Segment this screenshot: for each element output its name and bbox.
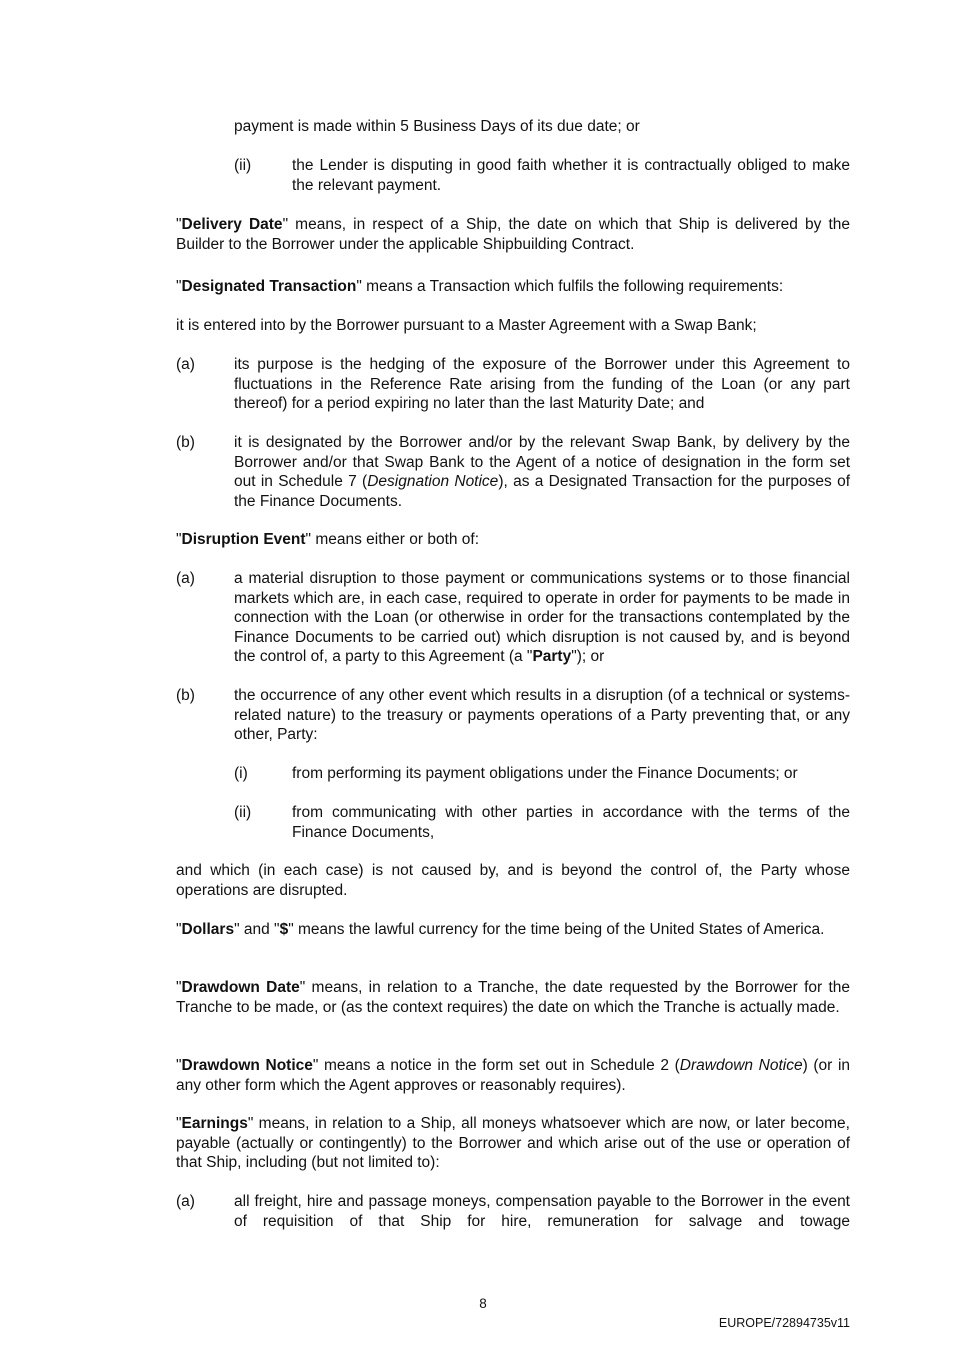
disruption-event-item-b <box>176 686 850 745</box>
item-text: from performing its payment obligations under the Finance Documents; or <box>292 765 798 782</box>
defined-term: Dollars <box>181 921 235 938</box>
item-label: (ii) <box>234 804 252 821</box>
item-label: (b) <box>176 687 195 704</box>
disruption-event-item-a <box>176 569 850 667</box>
defined-term: Drawdown Notice <box>181 1057 313 1074</box>
continuation-item-ii <box>234 156 850 195</box>
definition-drawdown-date: "Drawdown Date" means, in relation to a Tranche, the date requested by the Borrower for the Tranche to be made, or (as the context requires) the date on which the Tranche is actually made. <box>176 979 850 1016</box>
item-text: its purpose is the hedging of the exposure of the Borrower under this Agreement to fluctuations in the Reference Rate arising from the funding of the Loan (or any part thereof) for a period expiring no later than the last Maturity Date; and <box>234 356 850 413</box>
earnings-item-a <box>176 1192 850 1231</box>
item-label: (b) <box>176 434 195 451</box>
definition-disruption-event: "Disruption Event" means either or both of: <box>176 531 480 548</box>
definition-text: " means either or both of: <box>305 531 480 548</box>
defined-term: Drawdown Date <box>181 979 300 996</box>
item-label: (i) <box>234 765 248 782</box>
item-label: (a) <box>176 570 195 587</box>
item-label: (a) <box>176 1193 195 1210</box>
designated-transaction-item-b <box>176 433 850 511</box>
document-reference: EUROPE/72894735v11 <box>718 1316 850 1330</box>
defined-term: Disruption Event <box>181 531 306 548</box>
item-text: it is designated by the Borrower and/or by the relevant Swap Bank, by delivery by the Borrower and/or that Swap Bank to the Agent of a notice of designation in the form set out in Schedule 7 (Designation Notice), as a Designated Transaction for the purposes of the Finance Documents. <box>234 434 850 510</box>
definition-dollars: "Dollars" and "$" means the lawful currency for the time being of the United States of America. <box>176 921 825 938</box>
disruption-event-item-b-ii <box>234 803 850 842</box>
definition-text: " means the lawful currency for the time being of the United States of America. <box>288 921 825 938</box>
page-number: 8 <box>479 1296 487 1311</box>
disruption-event-closing: and which (in each case) is not caused by, and is beyond the control of, the Party whose operations are disrupted. <box>176 862 850 899</box>
item-text: from communicating with other parties in accordance with the terms of the Finance Documents, <box>292 804 850 841</box>
definition-designated-transaction: "Designated Transaction" means a Transaction which fulfils the following requirements: <box>176 278 784 295</box>
definition-delivery-date: "Delivery Date" means, in respect of a Ship, the date on which that Ship is delivered by the Builder to the Borrower under the applicable Shipbuilding Contract. <box>176 216 850 253</box>
definition-text: " means, in relation to a Ship, all moneys whatsoever which are now, or later become, payable (actually or contingently) to the Borrower and which arise out of the use or operation of that Ship, including (but not limited to): <box>176 1115 850 1172</box>
item-label: (ii) <box>234 157 252 174</box>
item-label: (a) <box>176 356 195 373</box>
defined-term: Designated Transaction <box>181 278 357 295</box>
continuation-text: payment is made within 5 Business Days of its due date; or <box>234 118 640 135</box>
designated-transaction-item-a <box>176 355 850 414</box>
definition-earnings: "Earnings" means, in relation to a Ship, all moneys whatsoever which are now, or later become, payable (actually or contingently) to the Borrower and which arise out of the use or operation of that Ship, including (but not limited to): <box>176 1115 850 1172</box>
item-text: a material disruption to those payment or communications systems or to those financial markets which are, in each case, required to operate in order for payments to be made in connection with the Loan (or otherwise in order for the transactions contemplated by the Finance Documents to be carried out) which disruption is not caused by, and is beyond the control of, a party to this Agreement (a "Party"); or <box>234 570 850 666</box>
item-text: the occurrence of any other event which results in a disruption (of a technical or systems-related nature) to the treasury or payments operations of a Party preventing that, or any other, Party: <box>234 687 850 744</box>
item-text: all freight, hire and passage moneys, compensation payable to the Borrower in the event of requisition of that Ship for hire, remuneration for salvage and towage <box>234 1193 850 1230</box>
definition-drawdown-notice: "Drawdown Notice" means a notice in the form set out in Schedule 2 (Drawdown Notice) (or in any other form which the Agent approves or reasonably requires). <box>176 1057 851 1094</box>
definition-text: " means a Transaction which fulfils the following requirements: <box>356 278 784 295</box>
designated-transaction-intro: it is entered into by the Borrower pursuant to a Master Agreement with a Swap Bank; <box>176 317 757 334</box>
definition-text: " means, in respect of a Ship, the date on which that Ship is delivered by the Builder to the Borrower under the applicable Shipbuilding Contract. <box>176 216 850 253</box>
definition-text: " means, in relation to a Tranche, the date requested by the Borrower for the Tranche to be made, or (as the context requires) the date on which the Tranche is actually made. <box>176 979 850 1016</box>
disruption-event-item-b-i <box>234 764 850 784</box>
defined-term: Earnings <box>181 1115 248 1132</box>
defined-term: Delivery Date <box>181 216 283 233</box>
defined-term: $ <box>279 921 289 938</box>
item-text: the Lender is disputing in good faith whether it is contractually obliged to make the relevant payment. <box>292 157 850 194</box>
